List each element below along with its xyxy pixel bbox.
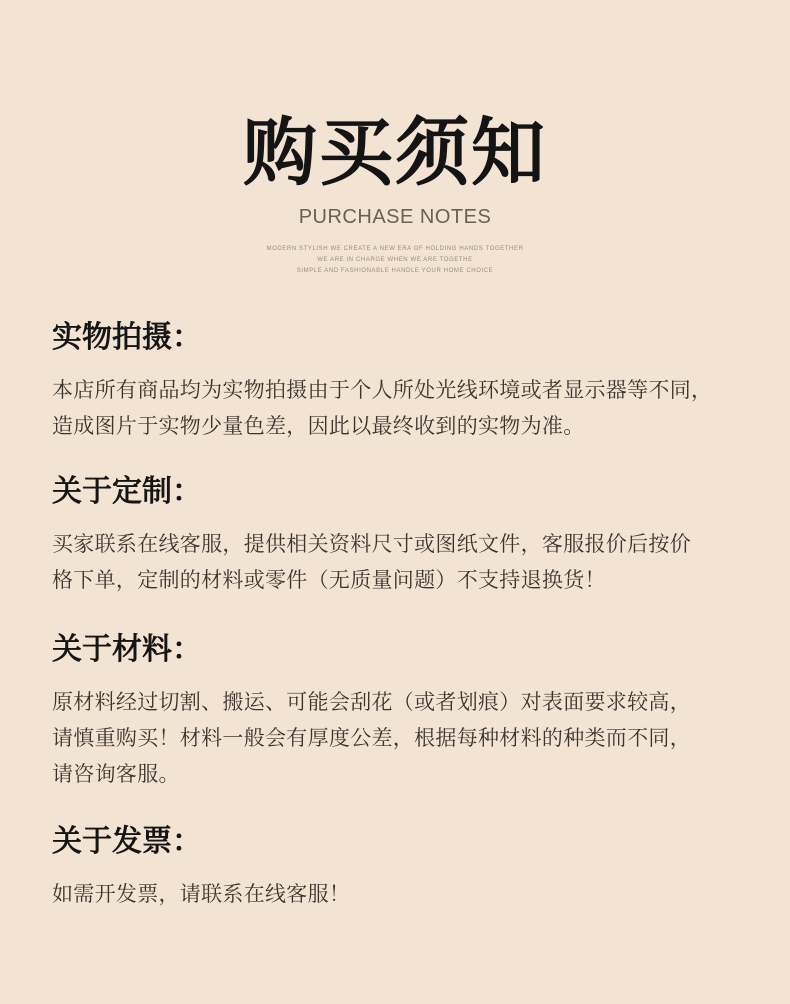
section-photography [52,318,752,444]
section-line: 请咨询客服。 [52,762,180,786]
section-heading: 关于材料： [52,632,202,667]
tagline-line: WE ARE IN CHARGE WHEN WE ARE TOGETHE [317,257,473,263]
section-invoice [52,822,752,912]
section-body [52,684,752,792]
section-customization [52,472,752,598]
page-subtitle: PURCHASE NOTES [298,206,492,228]
section-materials [52,630,752,792]
page-title: 购买须知 [243,110,547,196]
section-body [52,876,752,912]
section-line: 请慎重购买！材料一般会有厚度公差，根据每种材料的种类而不同， [52,726,691,750]
section-line: 造成图片于实物少量色差，因此以最终收到的实物为准。 [52,414,585,438]
section-body [52,372,752,444]
section-heading: 实物拍摄： [52,320,202,355]
section-heading: 关于定制： [52,474,202,509]
section-line: 如需开发票，请联系在线客服！ [52,882,351,906]
tagline [0,244,790,277]
tagline-line: SIMPLE AND FASHIONABLE HANDLE YOUR HOME CHOICE [296,268,494,274]
section-body [52,526,752,598]
section-line: 原材料经过切割、搬运、可能会刮花（或者划痕）对表面要求较高， [52,690,691,714]
section-line: 本店所有商品均为实物拍摄由于个人所处光线环境或者显示器等不同， [52,378,713,402]
section-line: 买家联系在线客服，提供相关资料尺寸或图纸文件，客服报价后按价 [52,532,691,556]
tagline-line: MODERN STYLISH WE CREATE A NEW ERA OF HOLDING HANDS TOGETHER [266,246,524,252]
section-heading: 关于发票： [52,824,202,859]
section-line: 格下单，定制的材料或零件（无质量问题）不支持退换货！ [52,568,606,592]
